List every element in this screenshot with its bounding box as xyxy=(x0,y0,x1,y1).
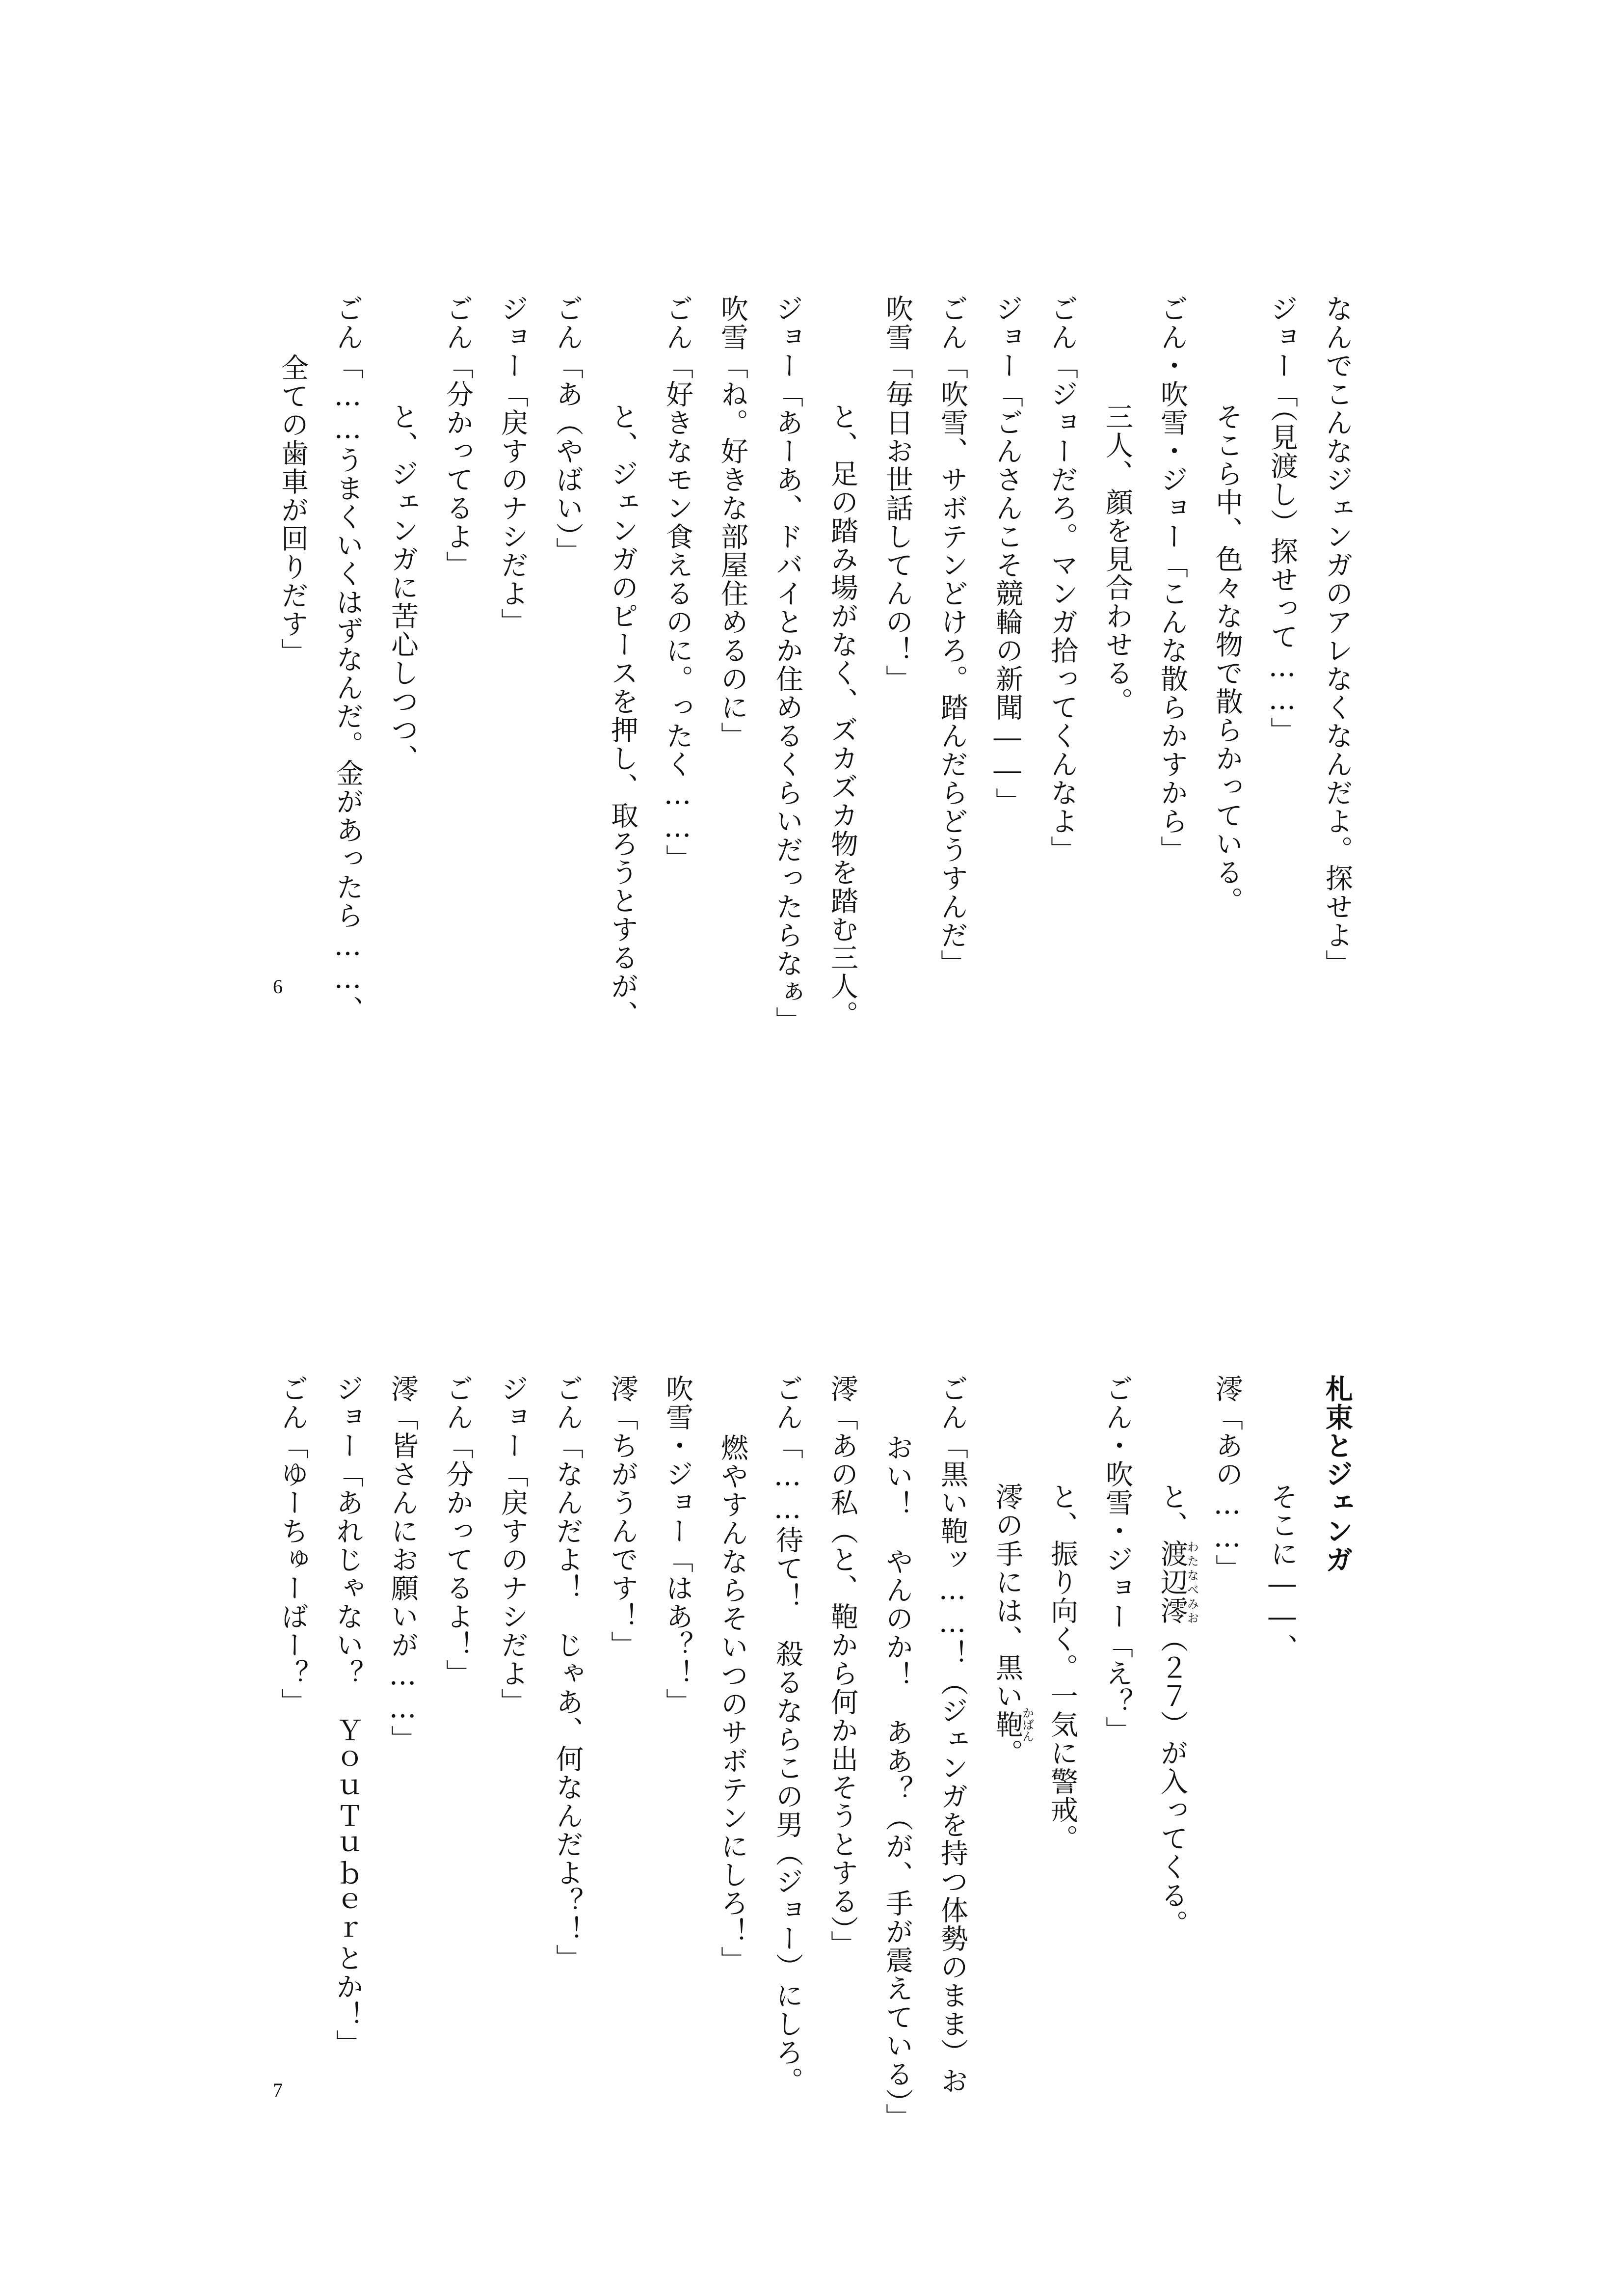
script-line: 吹雪「毎日お世話してんの！」 xyxy=(881,295,913,693)
script-line-continuation: おい！ やんのか！ ああ？（が、手が震えている）」 xyxy=(881,1433,913,2132)
ruby-base: 鞄 xyxy=(991,1707,1023,1742)
stage-direction: と、足の踏み場がなく、ズカズカ物を踏む三人。 xyxy=(826,403,858,1029)
page-number: 6 xyxy=(273,975,283,998)
script-line: ごん「ゆーちゅーばー？」 xyxy=(277,1375,309,1716)
script-line: ごん「なんだよ！ じゃあ、何なんだよ？！」 xyxy=(552,1375,584,1972)
stage-direction: と、ジェンガのピースを押し、取ろうとするが、 xyxy=(607,403,639,1029)
text-fragment: と、 xyxy=(1156,1483,1188,1540)
script-line: 澪「あの私（と、鞄から何か出そうとする）」 xyxy=(826,1375,858,1959)
script-line: ごん「あ（やばい）」 xyxy=(552,295,584,566)
ruby-name xyxy=(1156,1540,1199,1625)
script-line: ごん「好きなモン食えるのに。ったく……」 xyxy=(662,295,693,873)
ruby-base: 渡辺澪 xyxy=(1156,1540,1188,1625)
script-line: ジョー「ごんさんこそ競輪の新聞――」 xyxy=(991,295,1023,816)
scene-heading: 札束とジェンガ xyxy=(1321,1375,1353,1574)
script-line: ごん「……うまくいくはずなんだ。金があったら……、 xyxy=(332,295,364,1024)
script-line-continuation: 全ての歯車が回りだす」 xyxy=(277,353,309,667)
script-line: ジョー「戻すのナシだよ」 xyxy=(497,1375,529,1716)
ruby-reading: かばん xyxy=(1020,1707,1034,1742)
page-number: 7 xyxy=(273,2079,283,2101)
script-line: ごん「分かってるよ」 xyxy=(442,295,474,579)
script-line: ごん「……待て！ 殺るならこの男（ジョー）にしろ。 xyxy=(772,1375,803,2095)
script-line-continuation: 燃やすんならそいつのサボテンにしろ！」 xyxy=(717,1433,748,1974)
stage-direction: と、ジェンガに苦心しつつ、 xyxy=(387,403,419,773)
script-line: ごん・吹雪・ジョー「え？」 xyxy=(1101,1375,1133,1745)
script-line: ジョー「戻すのナシだよ」 xyxy=(497,295,529,636)
text-fragment: 。 xyxy=(991,1739,1023,1767)
page-7-text xyxy=(265,1375,1364,2132)
script-line: 澪「あの……」 xyxy=(1211,1375,1243,1583)
script-line: ごん・吹雪・ジョー「こんな散らかすから」 xyxy=(1156,295,1188,864)
script-line: 吹雪「ね。好きな部屋住めるのに」 xyxy=(717,295,748,750)
stage-direction: と、振り向く。一気に警戒。 xyxy=(1046,1483,1078,1853)
script-line: ジョー「あれじゃない？ ＹｏｕＴｕｂｅｒとか！」 xyxy=(332,1375,364,2058)
ruby-bag xyxy=(991,1707,1034,1742)
script-line: ごん「吹雪、サボテンどけろ。踏んだらどうすんだ」 xyxy=(936,295,968,978)
text-fragment: （２７）が入ってくる。 xyxy=(1156,1625,1188,1938)
script-line: 澪「ちがうんです！」 xyxy=(607,1375,639,1659)
page-6-text xyxy=(265,295,1364,1035)
stage-direction xyxy=(1144,1375,1199,2062)
stage-direction xyxy=(980,1375,1035,2062)
script-line: ごん「分かってるよ！」 xyxy=(442,1375,474,1688)
stage-direction: 三人、顔を見合わせる。 xyxy=(1101,403,1133,716)
script-line: ごん「黒い鞄ッ……！（ジェンガを持つ体勢のまま）お xyxy=(936,1375,968,2095)
script-line: ジョー「あーあ、ドバイとか住めるくらいだったらなぁ」 xyxy=(772,295,803,1035)
text-fragment: 澪の手には、黒い xyxy=(991,1483,1023,1710)
stage-direction: そこら中、色々な物で散らかっている。 xyxy=(1211,403,1243,915)
script-line: 澪「皆さんにお願いが……」 xyxy=(387,1375,419,1754)
script-line: ジョー「（見渡し）探せって……」 xyxy=(1266,295,1298,745)
script-line: 吹雪・ジョー「はあ？！」 xyxy=(662,1375,693,1716)
script-line: ごん「ジョーだろ。マンガ拾ってくんなよ」 xyxy=(1046,295,1078,864)
stage-direction: そこに――、 xyxy=(1266,1483,1298,1662)
script-line: なんでこんなジェンガのアレなくなんだよ。探せよ」 xyxy=(1321,295,1353,978)
ruby-reading: わたなべみお xyxy=(1185,1540,1199,1625)
